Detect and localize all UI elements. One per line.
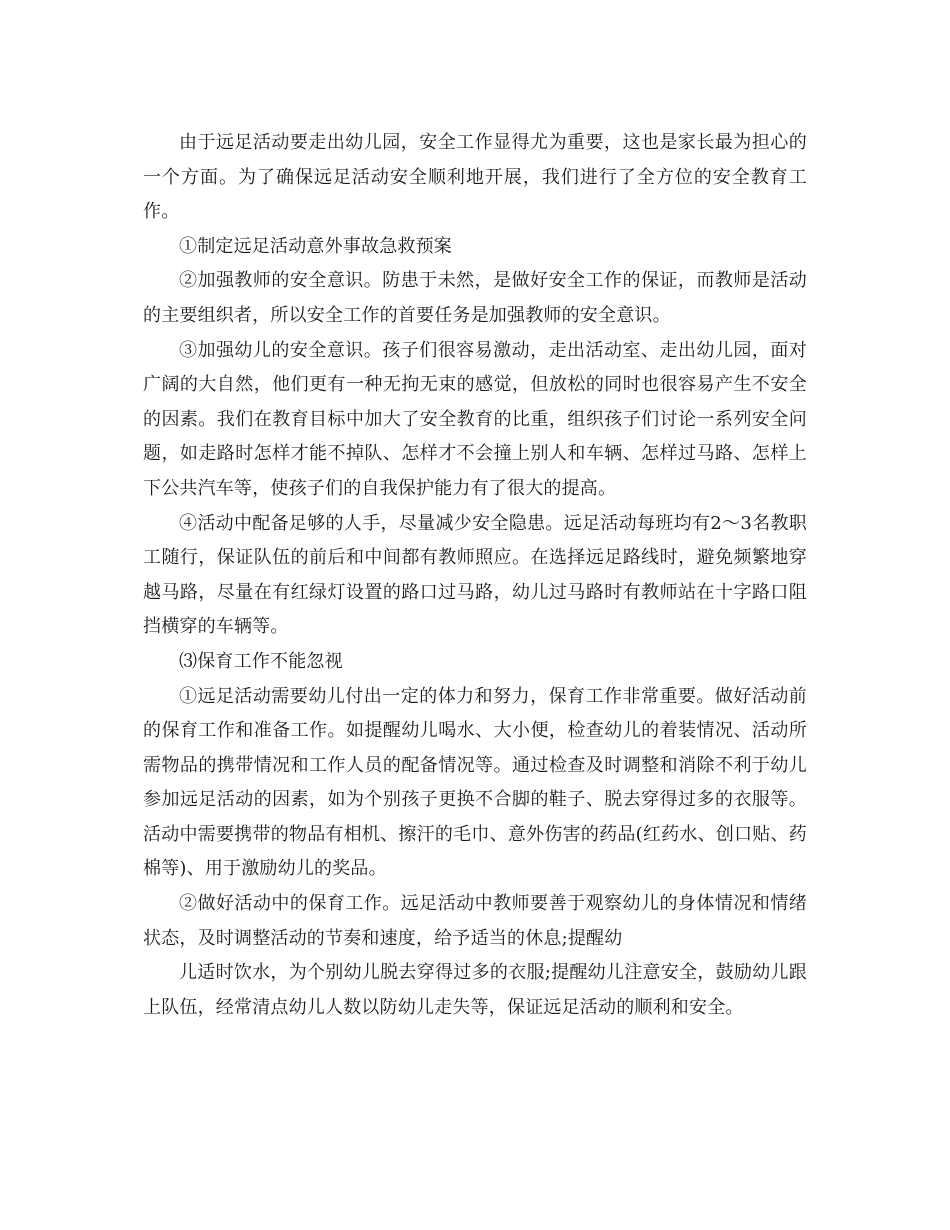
paragraph-child-awareness: ③加强幼儿的安全意识。孩子们很容易激动，走出活动室、走出幼儿园，面对广阔的大自然，他们更有一种无拘无束的感觉，但放松的同时也很容易产生不安全的因素。我们在教育目标中加大了安全教育的比重，组织孩子们讨论一系列安全问题，如走路时怎样才能不掉队、怎样才不会撞上别人和车辆、怎样过马路、怎样上下公共汽车等，使孩子们的自我保护能力有了很大的提高。 <box>143 339 807 499</box>
paragraph-in-activity-care: ②做好活动中的保育工作。远足活动中教师要善于观察幼儿的身体情况和情绪状态，及时调整活动的节奏和速度，给予适当的休息;提醒幼 <box>143 893 807 949</box>
paragraph-pre-activity-care: ①远足活动需要幼儿付出一定的体力和努力，保育工作非常重要。做好活动前的保育工作和准备工作。如提醒幼儿喝水、大小便，检查幼儿的着装情况、活动所需物品的携带情况和工作人员的配备情况等。通过检查及时调整和消除不利于幼儿参加远足活动的因素，如为个别孩子更换不合脚的鞋子、脱去穿得过多的衣服等。活动中需要携带的物品有相机、擦汗的毛巾、意外伤害的药品(红药水、创口贴、药棉等)、用于激励幼儿的奖品。 <box>143 685 807 880</box>
paragraph-teacher-awareness: ②加强教师的安全意识。防患于未然，是做好安全工作的保证，而教师是活动的主要组织者，所以安全工作的首要任务是加强教师的安全意识。 <box>143 270 807 326</box>
paragraph-safety-intro: 由于远足活动要走出幼儿园，安全工作显得尤为重要，这也是家长最为担心的一个方面。为了确保远足活动安全顺利地开展，我们进行了全方位的安全教育工作。 <box>143 132 807 223</box>
paragraph-emergency-plan: ①制定远足活动意外事故急救预案 <box>179 235 452 257</box>
paragraph-in-activity-care-continued: 儿适时饮水，为个别幼儿脱去穿得过多的衣服;提醒幼儿注意安全，鼓励幼儿跟上队伍，经常清点幼儿人数以防幼儿走失等，保证远足活动的顺利和安全。 <box>143 962 807 1018</box>
paragraph-staffing: ④活动中配备足够的人手，尽量减少安全隐患。远足活动每班均有2～3名教职工随行，保证队伍的前后和中间都有教师照应。在选择远足路线时，避免频繁地穿越马路，尽量在有红绿灯设置的路口过马路，幼儿过马路时有教师站在十字路口阻挡横穿的车辆等。 <box>143 512 807 638</box>
document-body <box>143 126 807 1025</box>
section-heading-care-work: ⑶保育工作不能忽视 <box>179 650 343 672</box>
